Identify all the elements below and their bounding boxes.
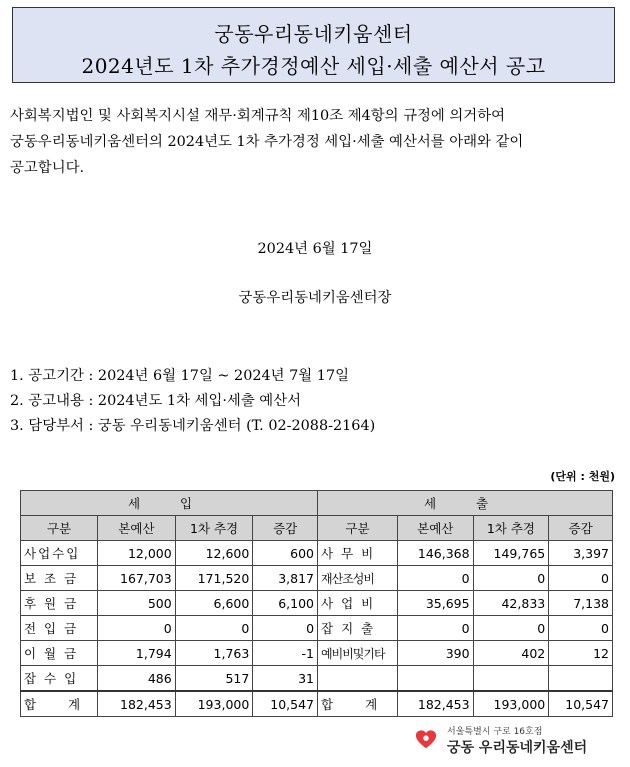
revenue-category: 사업수입	[21, 541, 98, 566]
table-cell	[397, 666, 473, 692]
table-cell: 500	[98, 591, 176, 616]
logo-address: 서울특별시 구로 16호점	[447, 727, 543, 737]
table-cell: 6,100	[253, 591, 318, 616]
table-cell: 146,368	[397, 541, 473, 566]
revenue-header: 세 입	[21, 491, 318, 516]
table-cell	[473, 666, 549, 692]
column-header: 본예산	[98, 516, 176, 541]
title-line-1: 궁동우리동네키움센터	[214, 22, 413, 46]
table-cell: 12	[549, 641, 613, 666]
table-cell: 193,000	[175, 691, 253, 717]
intro-paragraph	[10, 103, 622, 181]
table-cell: 35,695	[397, 591, 473, 616]
expense-category: 재산조성비	[318, 566, 398, 591]
column-header: 증감	[549, 516, 613, 541]
table-cell: 0	[98, 616, 176, 641]
table-cell: 182,453	[98, 691, 176, 717]
table-cell: 12,000	[98, 541, 176, 566]
item-content: 2. 공고내용 : 2024년도 1차 세입·세출 예산서	[10, 393, 301, 409]
column-header: 본예산	[397, 516, 473, 541]
table-cell: 0	[397, 566, 473, 591]
table-cell: 517	[175, 666, 253, 692]
table-cell: 0	[175, 616, 253, 641]
table-cell: 0	[473, 616, 549, 641]
table-cell: 1,794	[98, 641, 176, 666]
table-cell: 149,765	[473, 541, 549, 566]
heart-logo-icon	[415, 729, 437, 751]
table-cell: 182,453	[397, 691, 473, 717]
title-line-2: 2024년도 1차 추가경정예산 세입·세출 예산서 공고	[81, 54, 546, 78]
intro-line: 사회복지법인 및 사회복지시설 재무·회계규칙 제10조 제4항의 규정에 의거하여	[10, 108, 506, 124]
expense-category: 사 업 비	[318, 591, 398, 616]
column-header: 구분	[318, 516, 398, 541]
announcement-date: 2024년 6월 17일	[257, 241, 373, 257]
budget-table	[20, 490, 613, 717]
revenue-category: 전 입 금	[21, 616, 98, 641]
intro-line: 궁동우리동네키움센터의 2024년도 1차 추가경정 세입·세출 예산서를 아래와 같이	[10, 134, 524, 150]
table-cell: 10,547	[253, 691, 318, 717]
title-box	[12, 7, 615, 83]
table-row	[21, 541, 613, 566]
table-cell: 600	[253, 541, 318, 566]
revenue-category: 이 월 금	[21, 641, 98, 666]
table-cell: 0	[549, 566, 613, 591]
revenue-category: 잡 수 입	[21, 666, 98, 692]
table-cell: 167,703	[98, 566, 176, 591]
expense-category: 사 무 비	[318, 541, 398, 566]
table-cell: 7,138	[549, 591, 613, 616]
total-row	[21, 691, 613, 717]
table-cell: 31	[253, 666, 318, 692]
table-cell: 0	[253, 616, 318, 641]
table-row	[21, 666, 613, 692]
column-header: 구분	[21, 516, 98, 541]
expense-header: 세 출	[318, 491, 613, 516]
table-cell	[549, 666, 613, 692]
table-cell: 10,547	[549, 691, 613, 717]
table-cell: 0	[397, 616, 473, 641]
table-cell: 390	[397, 641, 473, 666]
table-cell: 0	[473, 566, 549, 591]
expense-total-label: 합 계	[318, 691, 398, 717]
table-row	[21, 566, 613, 591]
table-cell: 0	[549, 616, 613, 641]
column-header: 1차 추경	[473, 516, 549, 541]
table-cell: 486	[98, 666, 176, 692]
item-department: 3. 담당부서 : 궁동 우리동네키움센터 (T. 02-2088-2164)	[10, 418, 376, 434]
column-header: 증감	[253, 516, 318, 541]
table-cell: 12,600	[175, 541, 253, 566]
expense-category: 잡 지 출	[318, 616, 398, 641]
table-cell: 6,600	[175, 591, 253, 616]
table-cell: 193,000	[473, 691, 549, 717]
expense-category	[318, 666, 398, 692]
table-row	[21, 591, 613, 616]
table-row	[21, 616, 613, 641]
table-cell: 3,817	[253, 566, 318, 591]
revenue-category: 보 조 금	[21, 566, 98, 591]
table-cell: -1	[253, 641, 318, 666]
expense-category: 예비비및기타	[318, 641, 398, 666]
unit-label: (단위 : 천원)	[550, 470, 615, 483]
intro-line: 공고합니다.	[10, 160, 85, 176]
table-cell: 3,397	[549, 541, 613, 566]
table-row	[21, 641, 613, 666]
logo-name: 궁동 우리동네키움센터	[447, 740, 588, 756]
column-header-row	[21, 516, 613, 541]
table-cell: 42,833	[473, 591, 549, 616]
column-header: 1차 추경	[175, 516, 253, 541]
table-cell: 171,520	[175, 566, 253, 591]
revenue-category: 후 원 금	[21, 591, 98, 616]
table-cell: 1,763	[175, 641, 253, 666]
table-cell: 402	[473, 641, 549, 666]
revenue-total-label: 합 계	[21, 691, 98, 717]
item-period: 1. 공고기간 : 2024년 6월 17일 ~ 2024년 7월 17일	[10, 368, 350, 384]
signatory: 궁동우리동네키움센터장	[238, 290, 392, 306]
announcement-items	[10, 364, 375, 439]
